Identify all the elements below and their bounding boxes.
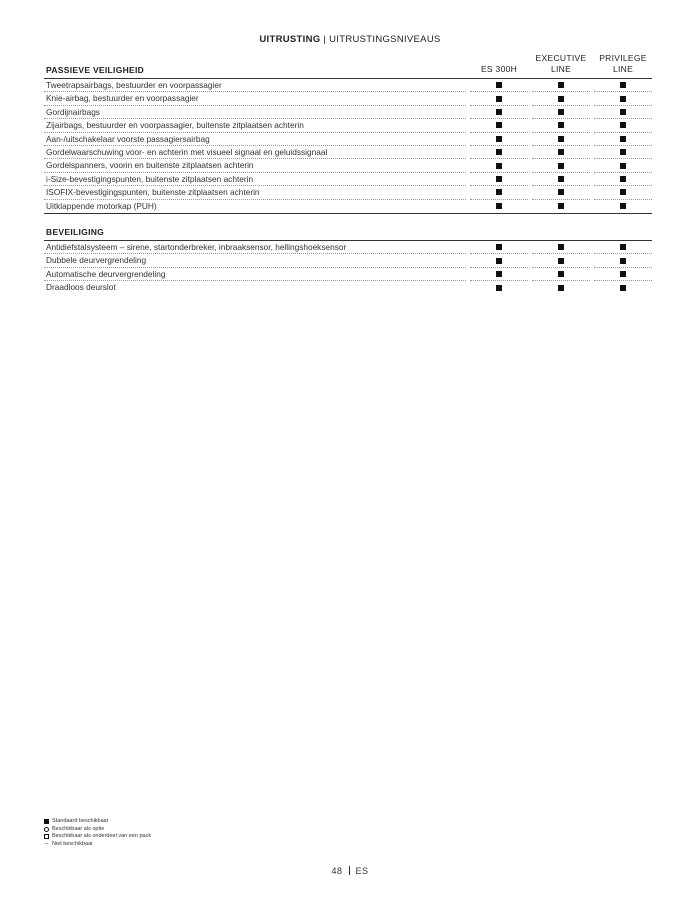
availability-cell <box>594 173 652 186</box>
standard-square-icon <box>558 203 564 209</box>
table-row <box>44 186 652 199</box>
availability-cell <box>532 133 590 146</box>
standard-square-icon <box>558 285 564 291</box>
legend-item: Beschikbaar als onderdeel van een pack <box>44 833 151 841</box>
page-header <box>0 34 700 45</box>
table-row <box>44 268 652 281</box>
table-row <box>44 146 652 159</box>
availability-cell <box>532 241 590 254</box>
standard-square-icon <box>496 109 502 115</box>
header-separator: | <box>323 34 327 45</box>
table-row <box>44 281 652 294</box>
row-label: i-Size-bevestigingspunten, buitenste zitplaatsen achterin <box>44 173 466 186</box>
security-table <box>44 222 652 295</box>
availability-cell <box>470 146 528 159</box>
header-main: UITRUSTING <box>259 34 321 45</box>
row-label: Antidiefstalsysteem – sirene, startonderbreker, inbraaksensor, hellingshoeksensor <box>44 241 466 254</box>
legend-item: Beschikbaar als optie <box>44 826 151 834</box>
table-row <box>44 200 652 213</box>
standard-square-icon <box>558 176 564 182</box>
availability-cell <box>470 241 528 254</box>
standard-square-icon <box>496 96 502 102</box>
section-title: BEVEILIGING <box>46 227 105 237</box>
standard-square-icon <box>496 244 502 250</box>
filled-square-icon <box>44 819 49 824</box>
row-label: Draadloos deurslot <box>46 282 116 293</box>
standard-square-icon <box>496 149 502 155</box>
legend-item: – Niet beschikbaar <box>44 840 93 847</box>
row-label: Knie-airbag, bestuurder en voorpassagier <box>44 92 466 105</box>
row-label: Automatische deurvergrendeling <box>44 268 466 281</box>
availability-cell <box>470 254 528 267</box>
availability-cell <box>532 186 590 199</box>
row-label: Dubbele deurvergrendeling <box>44 254 466 267</box>
standard-square-icon <box>558 109 564 115</box>
availability-cell <box>470 133 528 146</box>
availability-cell <box>532 146 590 159</box>
table-row <box>44 92 652 105</box>
availability-cell <box>532 281 590 294</box>
standard-square-icon <box>496 136 502 142</box>
availability-cell <box>470 200 528 213</box>
availability-cell <box>594 281 652 294</box>
standard-square-icon <box>496 176 502 182</box>
header-sub: UITRUSTINGSNIVEAUS <box>329 34 441 45</box>
standard-square-icon <box>558 189 564 195</box>
standard-square-icon <box>558 271 564 277</box>
standard-square-icon <box>558 244 564 250</box>
row-label: ISOFIX-bevestigingspunten, buitenste zitplaatsen achterin <box>44 186 466 199</box>
row-label: Zijairbags, bestuurder en voorpassagier, buitenste zitplaatsen achterin <box>44 119 466 132</box>
legend <box>44 818 151 848</box>
availability-cell <box>470 173 528 186</box>
table-row <box>44 241 652 254</box>
availability-cell <box>532 159 590 172</box>
availability-cell <box>532 254 590 267</box>
section-title: PASSIEVE VEILIGHEID <box>46 65 145 75</box>
standard-square-icon <box>496 189 502 195</box>
page-footer <box>0 866 700 876</box>
availability-cell <box>470 281 528 294</box>
availability-cell <box>470 92 528 105</box>
standard-square-icon <box>496 122 502 128</box>
standard-square-icon <box>558 122 564 128</box>
page-number: 48 <box>331 866 343 876</box>
row-label: Gordelspanners, voorin en buitenste zitplaatsen achterin <box>44 159 466 172</box>
column-header-row <box>44 50 652 79</box>
availability-cell <box>532 173 590 186</box>
standard-square-icon <box>558 96 564 102</box>
availability-cell <box>470 106 528 119</box>
availability-cell <box>532 79 590 92</box>
passive-safety-table <box>44 50 652 214</box>
divider <box>44 213 652 214</box>
standard-square-icon <box>620 285 626 291</box>
standard-square-icon <box>620 149 626 155</box>
availability-cell <box>594 241 652 254</box>
availability-cell <box>532 92 590 105</box>
availability-cell <box>470 159 528 172</box>
standard-square-icon <box>558 136 564 142</box>
availability-cell <box>594 254 652 267</box>
row-label: Gordelwaarschuwing voor- en achterin met visueel signaal en geluidssignaal <box>44 146 466 159</box>
row-label: Aan-/uitschakelaar voorste passagiersairbag <box>44 133 466 146</box>
availability-cell <box>532 119 590 132</box>
column-header-privilege: PRIVILEGE LINE <box>599 53 647 74</box>
availability-cell <box>594 200 652 213</box>
standard-square-icon <box>620 271 626 277</box>
table-row <box>44 119 652 132</box>
availability-cell <box>594 186 652 199</box>
column-header-executive: EXECUTIVE LINE <box>535 53 587 74</box>
dash-icon: – <box>44 840 49 847</box>
security-header-row <box>44 222 652 241</box>
standard-square-icon <box>620 203 626 209</box>
availability-cell <box>594 133 652 146</box>
standard-square-icon <box>620 82 626 88</box>
availability-cell <box>594 79 652 92</box>
standard-square-icon <box>620 244 626 250</box>
row-label: Gordijnairbags <box>44 106 466 119</box>
availability-cell <box>594 106 652 119</box>
standard-square-icon <box>620 96 626 102</box>
availability-cell <box>532 106 590 119</box>
open-square-icon <box>44 834 49 839</box>
availability-cell <box>594 119 652 132</box>
table-row <box>44 79 652 92</box>
availability-cell <box>470 186 528 199</box>
standard-square-icon <box>558 82 564 88</box>
footer-separator <box>349 866 350 875</box>
standard-square-icon <box>620 176 626 182</box>
availability-cell <box>594 92 652 105</box>
standard-square-icon <box>496 271 502 277</box>
table-row <box>44 173 652 186</box>
table-row <box>44 159 652 172</box>
row-label: Tweetrapsairbags, bestuurder en voorpassagier <box>44 79 466 92</box>
legend-item: Standaard beschikbaar <box>44 818 151 826</box>
footer-section: ES <box>355 866 369 876</box>
availability-cell <box>470 119 528 132</box>
passive-rows <box>44 79 652 213</box>
standard-square-icon <box>558 149 564 155</box>
availability-cell <box>470 268 528 281</box>
standard-square-icon <box>620 258 626 264</box>
availability-cell <box>594 159 652 172</box>
standard-square-icon <box>620 122 626 128</box>
security-rows <box>44 241 652 295</box>
availability-cell <box>532 200 590 213</box>
table-row <box>44 254 652 267</box>
standard-square-icon <box>620 163 626 169</box>
row-label: Uitklappende motorkap (PUH) <box>46 200 157 211</box>
table-row <box>44 133 652 146</box>
standard-square-icon <box>496 163 502 169</box>
standard-square-icon <box>496 258 502 264</box>
standard-square-icon <box>496 82 502 88</box>
standard-square-icon <box>620 109 626 115</box>
availability-cell <box>594 146 652 159</box>
table-row <box>44 106 652 119</box>
circle-icon <box>44 827 49 832</box>
standard-square-icon <box>620 189 626 195</box>
column-header-es300h: ES 300H <box>480 64 518 74</box>
availability-cell <box>470 79 528 92</box>
standard-square-icon <box>496 203 502 209</box>
availability-cell <box>532 268 590 281</box>
standard-square-icon <box>496 285 502 291</box>
availability-cell <box>594 268 652 281</box>
standard-square-icon <box>620 136 626 142</box>
standard-square-icon <box>558 163 564 169</box>
standard-square-icon <box>558 258 564 264</box>
